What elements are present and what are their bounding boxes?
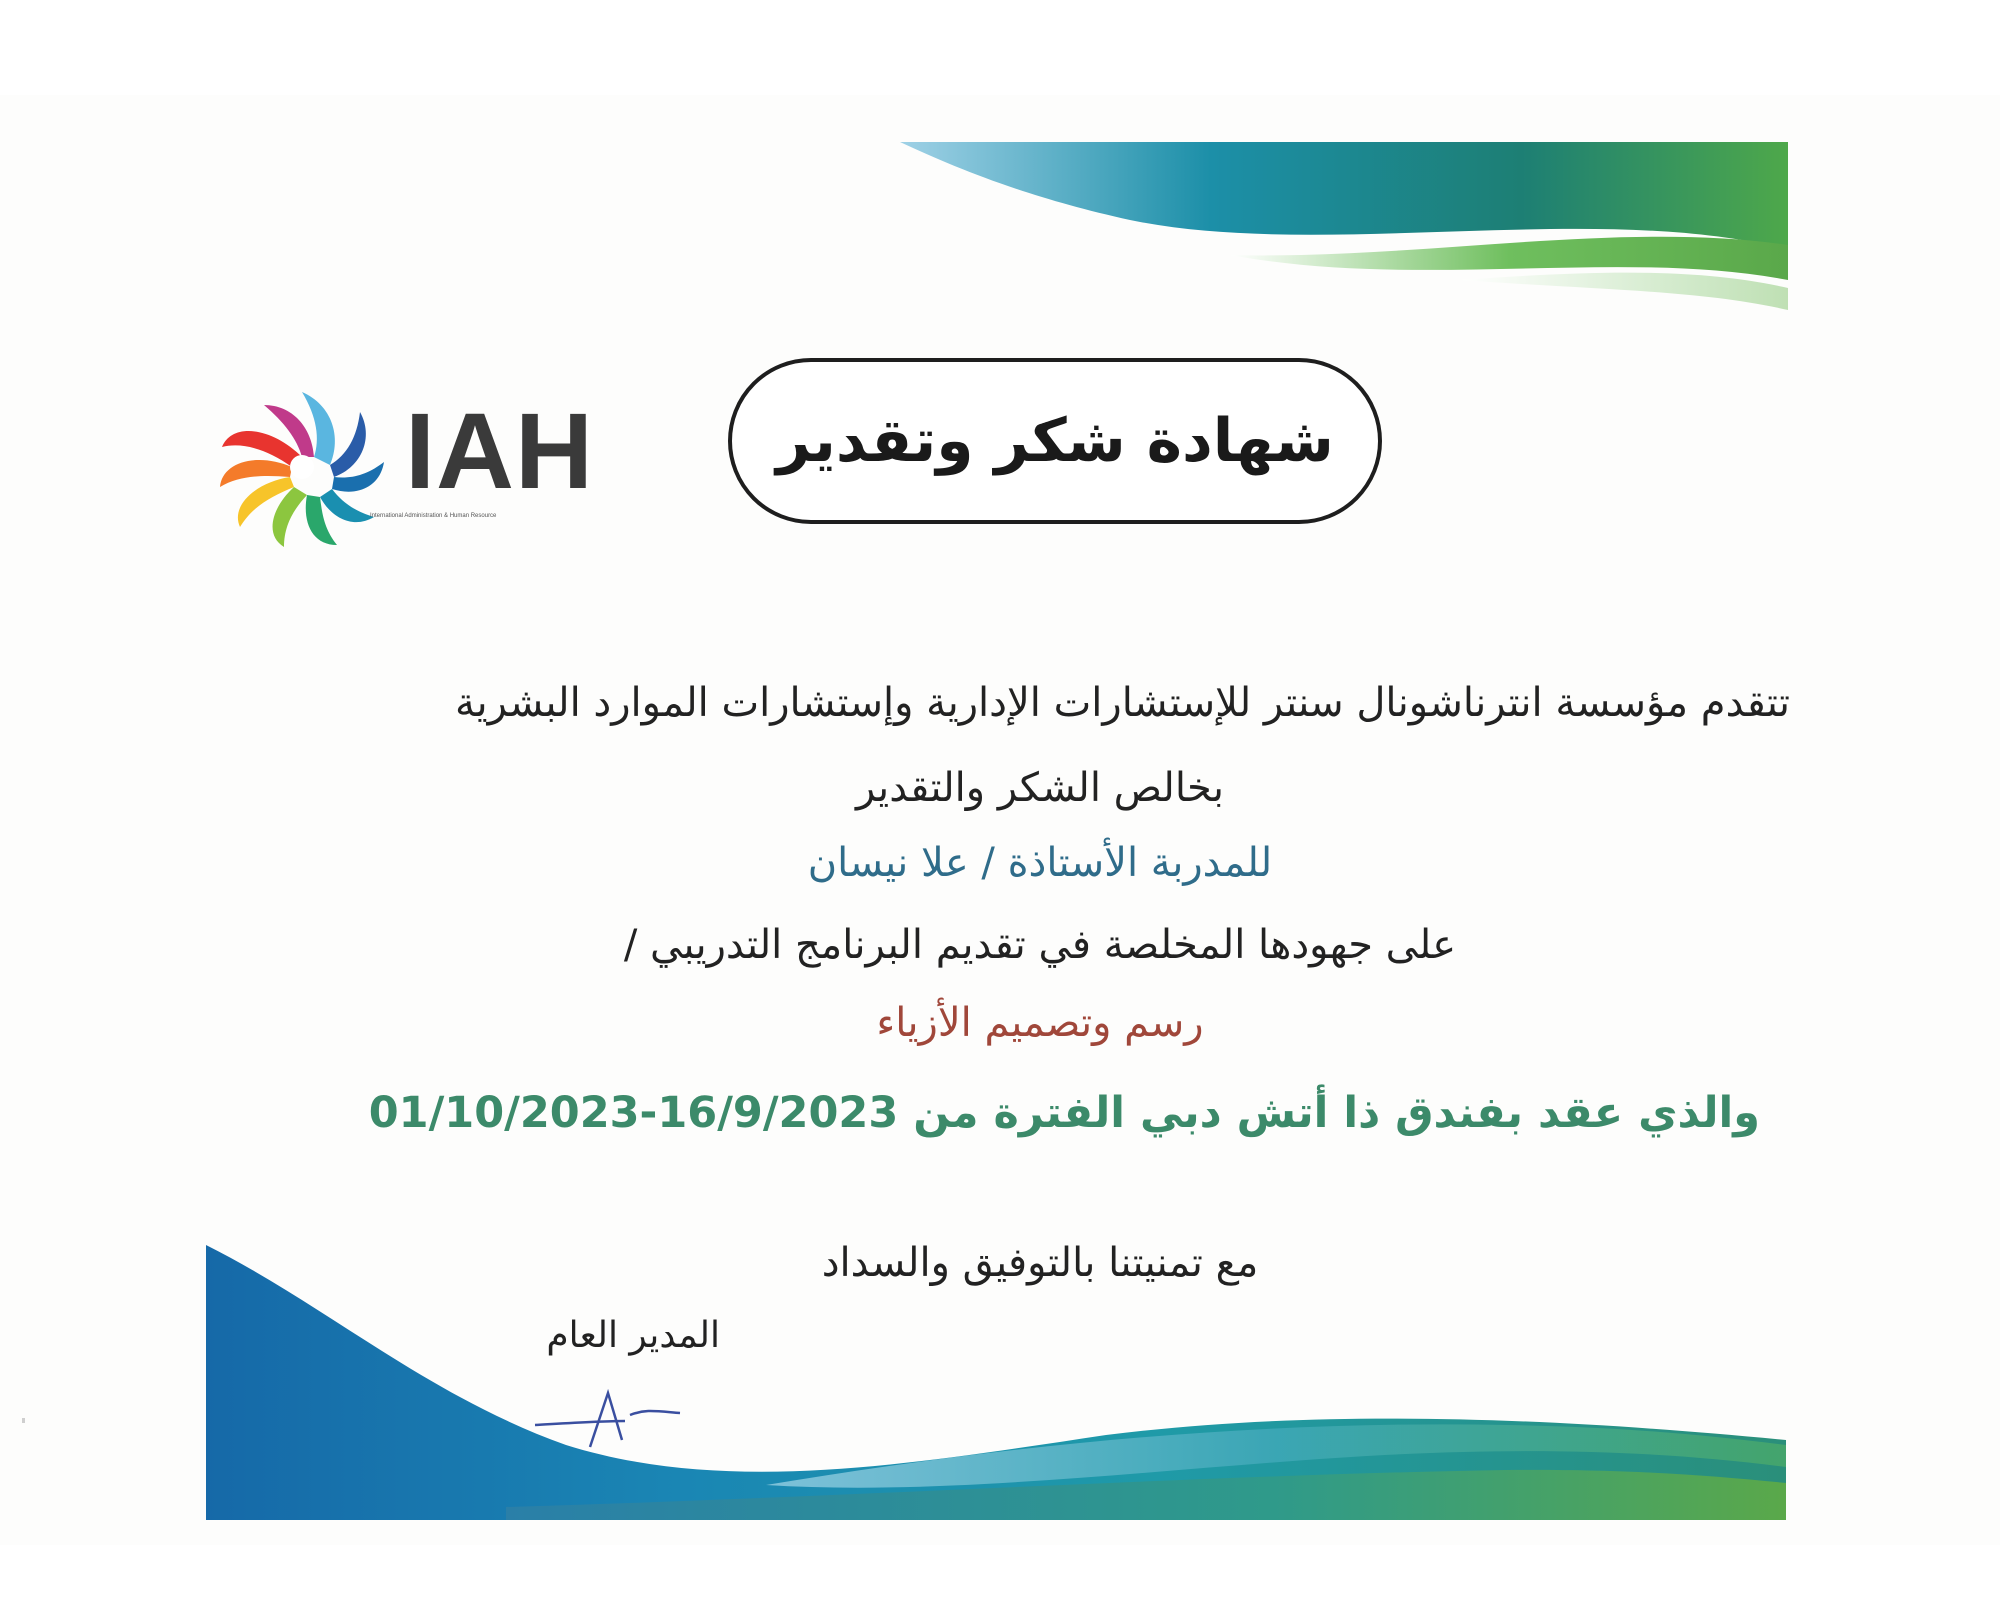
certificate-title: شهادة شكر وتقدير	[776, 406, 1334, 476]
efforts-line: على جهودها المخلصة في تقديم البرنامج التدريبي /	[623, 922, 1457, 968]
program-line: رسم وتصميم الأزياء	[876, 1000, 1204, 1046]
bottom-wave-decoration	[206, 1245, 1786, 1520]
handwritten-signature	[530, 1385, 690, 1455]
title-frame	[728, 358, 1382, 524]
wishes-line: مع تمنيتنا بالتوفيق والسداد	[821, 1240, 1259, 1286]
iah-logo	[210, 375, 630, 555]
rainbow-swirl-icon	[210, 375, 385, 550]
venue-dates-line: والذي عقد بفندق ذا أتش دبي الفترة من 16/9/2023-01/10/2023	[368, 1088, 1760, 1138]
logo-tagline: International Administration & Human Resource	[370, 513, 497, 519]
scan-speck	[22, 1418, 25, 1423]
logo-wordmark: IAH	[405, 390, 594, 511]
organization-line: تتقدم مؤسسة انترناشونال سنتر للإستشارات الإدارية وإستشارات الموارد البشرية	[455, 680, 1790, 726]
top-wave-decoration	[900, 140, 1800, 310]
director-label: المدير العام	[546, 1315, 720, 1356]
trainer-line: للمدربة الأستاذة / علا نيسان	[807, 840, 1273, 886]
thanks-line: بخالص الشكر والتقدير	[855, 765, 1225, 811]
